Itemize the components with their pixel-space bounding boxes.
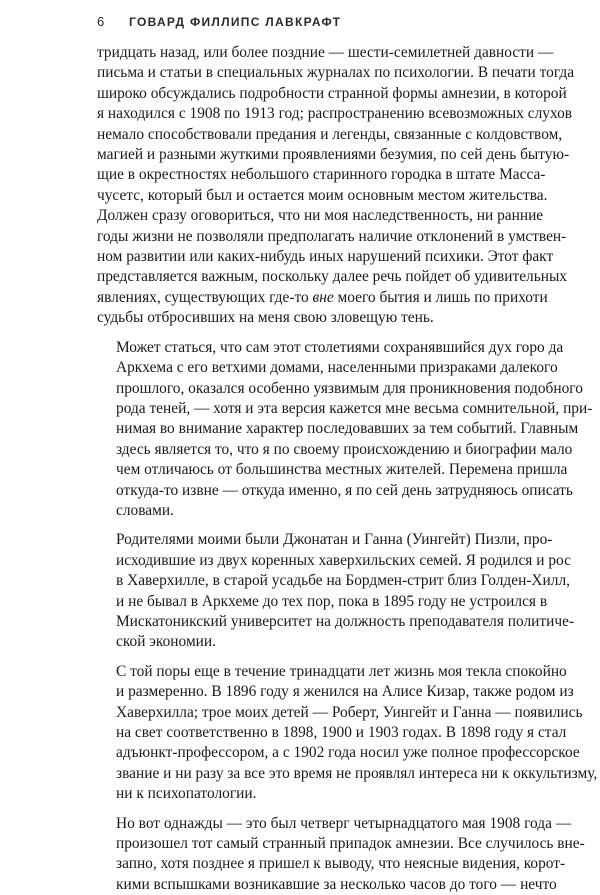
- text-line: и размеренно. В 1896 году я женился на Алисе Кизар, также родом из: [116, 683, 574, 701]
- text-line: и не бывал в Аркхеме до тех пор, пока в 1895 году не устроился в: [116, 592, 548, 610]
- text-line: в Хаверхилле, в старой усадьбе на Бордмен-стрит близ Голден-Хилл,: [116, 572, 570, 590]
- text-line: прошлого, оказался особенно уязвимым для проникновения подобного: [116, 379, 583, 397]
- paragraph-3: [97, 530, 575, 652]
- text-line: Аркхема с его ветхими домами, населенными призраками далекого: [116, 359, 558, 377]
- text-line: немало способствовали предания и легенды, связанные с колдовством,: [97, 125, 563, 143]
- text-line: звание и ни разу за все это время не проявлял интереса ни к оккультизму,: [116, 764, 598, 782]
- text-line: ном развитии или каких-нибудь иных нарушений психики. Этот факт: [97, 248, 554, 266]
- text-fragment: моего бытия и лишь по прихоти: [337, 288, 548, 306]
- text-line: адъюнкт-профессором, а с 1902 года носил уже полное профессорское: [116, 744, 580, 762]
- paragraph-2: [97, 338, 593, 522]
- text-line: Мискатоникский университет на должность преподавателя политиче-: [116, 612, 575, 630]
- text-line: магией и разными жуткими проявлениями безумия, по сей день бытую-: [97, 146, 570, 164]
- text-line: произошел тот самый странный припадок амнезии. Все случилось вне-: [116, 835, 585, 853]
- text-line: ни к психопатологии.: [116, 785, 257, 803]
- text-line: ской экономии.: [116, 633, 217, 651]
- text-line: Может статься, что сам этот столетиями сохранявшийся дух горо да: [116, 338, 564, 356]
- body-text: [97, 43, 598, 895]
- text-line: Должен сразу оговориться, что ни моя наследственность, ни ранние: [97, 207, 544, 225]
- text-line: чусетс, который был и остается моим основным местом жительства.: [97, 186, 548, 204]
- text-line: судьбы отбросивших на меня свою зловещую тень.: [97, 309, 434, 327]
- text-line: чем отличаюсь от большинства местных жителей. Перемена пришла: [116, 461, 568, 479]
- text-line: Родителями моими были Джонатан и Ганна (Уингейт) Пизли, про-: [116, 531, 553, 549]
- paragraph-1: [97, 43, 575, 329]
- text-line-with-emphasis: [97, 288, 548, 308]
- text-line: Хаверхилла; трое моих детей — Роберт, Уингейт и Ганна — появились: [116, 703, 583, 721]
- emphasized-word: вне: [312, 288, 334, 306]
- text-fragment: явлениях, существующих где-то: [97, 288, 309, 306]
- text-line: я находился с 1908 по 1913 год; распространению всевозможных слухов: [97, 105, 573, 123]
- text-line: С той поры еще в течение тринадцати лет жизнь моя текла спокойно: [116, 662, 567, 680]
- page-number: 6: [97, 14, 105, 29]
- text-line: словами.: [116, 501, 174, 519]
- text-line: здесь является то, что я по своему происхождению и биографии мало: [116, 440, 573, 458]
- text-line: на свет соответственно в 1898, 1900 и 1903 годах. В 1898 году я стал: [116, 724, 567, 741]
- text-line: представляется важным, поскольку далее речь пойдет об удивительных: [97, 268, 568, 286]
- text-line: широко обсуждались подробности странной формы амнезии, в которой: [97, 84, 567, 102]
- paragraph-5: [97, 814, 585, 895]
- page-header: [97, 14, 341, 29]
- text-line: тридцать назад, или более поздние — шести-семилетней давности —: [97, 44, 554, 61]
- text-line: исходившие из двух коренных хаверхильских семей. Я родился и рос: [116, 551, 571, 569]
- text-line: кими вспышками возникавшие за несколько часов до того — нечто: [116, 875, 557, 893]
- text-line: Но вот однажды — это был четверг четырнадцатого мая 1908 года —: [116, 814, 572, 832]
- paragraph-4: [97, 662, 598, 805]
- text-line: откуда-то извне — откуда именно, я по сей день затрудняюсь описать: [116, 481, 573, 499]
- text-line: годы жизни не позволяли предполагать наличие отклонений в умствен-: [97, 227, 567, 245]
- text-line: рода теней, — хотя и эта версия кажется мне весьма сомнительной, при-: [116, 399, 593, 417]
- running-head-author: ГОВАРД ФИЛЛИПС ЛАВКРАФТ: [129, 15, 342, 29]
- text-line: письма и статьи в специальных журналах по психологии. В печати тогда: [97, 64, 575, 82]
- text-line: нимая во внимание характер последовавших за тем событий. Главным: [116, 420, 579, 438]
- text-line: запно, хотя позднее я пришел к выводу, что неясные видения, корот-: [116, 855, 566, 873]
- text-line: щие в окрестностях небольшого старинного городка в штате Масса-: [97, 166, 546, 184]
